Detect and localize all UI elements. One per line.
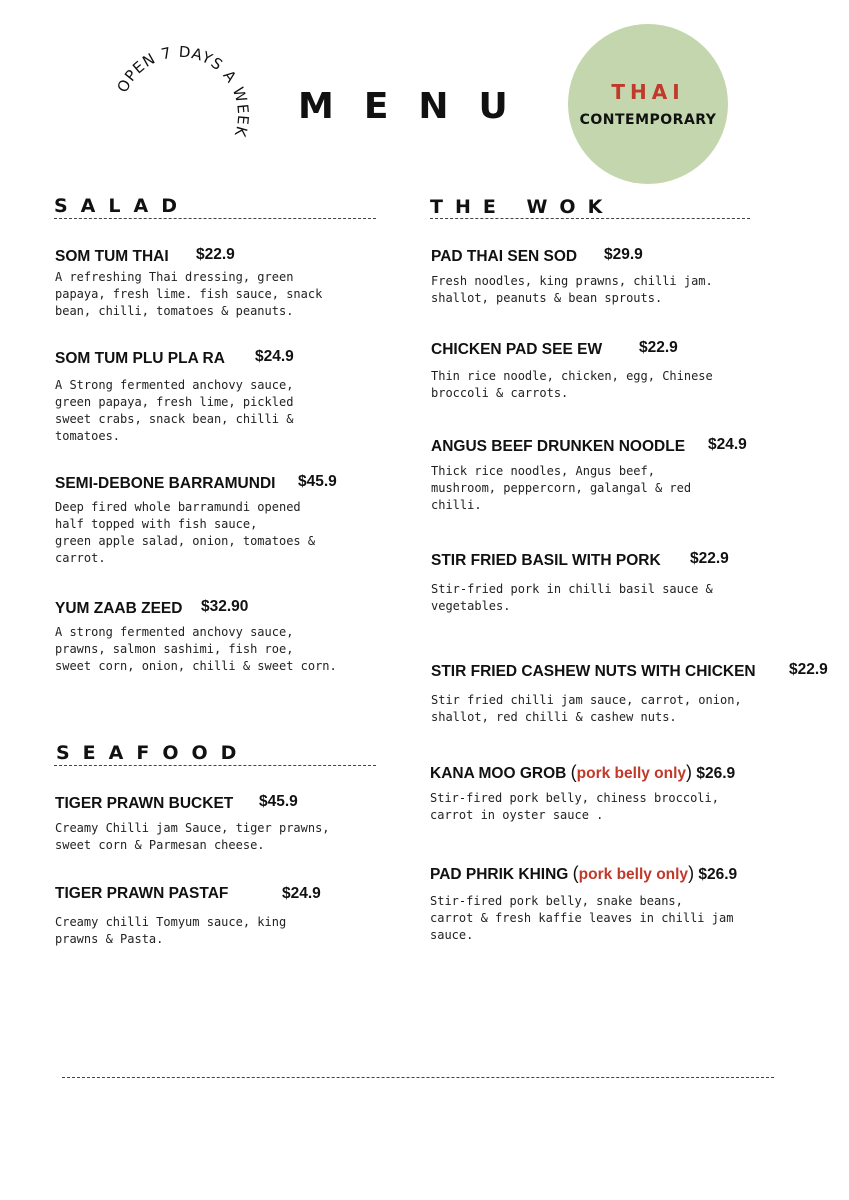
seafood-section-title: SEAFOOD bbox=[56, 742, 250, 764]
menu-item bbox=[55, 883, 425, 946]
salad-divider bbox=[54, 218, 376, 219]
item-name: TIGER PRAWN PASTAF bbox=[55, 885, 229, 902]
item-description: Stir-fried pork in chilli basil sauce & vegetables. bbox=[431, 582, 713, 613]
seafood-divider bbox=[54, 765, 376, 766]
item-description: Deep fired whole barramundi opened half topped with fish sauce, green apple salad, onion, tomatoes & carrot. bbox=[55, 500, 316, 565]
badge-thai-label: THAI bbox=[611, 80, 685, 104]
pork-belly-note: pork belly only bbox=[576, 765, 687, 782]
menu-item bbox=[430, 863, 835, 942]
footer-divider bbox=[62, 1077, 774, 1078]
item-price: $45.9 bbox=[259, 793, 298, 810]
item-price: $29.9 bbox=[604, 246, 643, 263]
item-price: $22.9 bbox=[639, 339, 678, 356]
item-name-text: KANA MOO GROB bbox=[430, 765, 567, 782]
seal-text: OPEN 7 DAYS A WEEK bbox=[113, 42, 253, 140]
item-name: SOM TUM THAI bbox=[55, 248, 169, 265]
wok-section-title: THE WOK bbox=[430, 196, 615, 218]
badge-contemporary-label: CONTEMPORARY bbox=[579, 112, 717, 128]
menu-item bbox=[430, 762, 835, 822]
item-name: KANA MOO GROB (pork belly only) $26.9 bbox=[430, 762, 736, 782]
item-price: $22.9 bbox=[690, 550, 729, 567]
salad-section-title: SALAD bbox=[54, 195, 190, 217]
item-name: SEMI-DEBONE BARRAMUNDI bbox=[55, 475, 276, 492]
item-price: $24.9 bbox=[708, 436, 747, 453]
item-name: PAD PHRIK KHING (pork belly only) $26.9 bbox=[430, 863, 738, 883]
menu-item bbox=[431, 339, 801, 400]
item-description: Thin rice noodle, chicken, egg, Chinese broccoli & carrots. bbox=[431, 369, 713, 400]
menu-item bbox=[55, 246, 425, 318]
item-name: YUM ZAAB ZEED bbox=[55, 600, 183, 617]
item-price: $26.9 bbox=[698, 866, 738, 883]
item-description: Stir-fired pork belly, snake beans, carrot & fresh kaffie leaves in chilli jam sauce. bbox=[430, 894, 734, 942]
menu-item bbox=[55, 793, 425, 852]
item-name: STIR FRIED BASIL WITH PORK bbox=[431, 552, 661, 569]
item-name-text: PAD PHRIK KHING bbox=[430, 866, 569, 883]
item-description: A Strong fermented anchovy sauce, green papaya, fresh lime, pickled sweet crabs, snack bean, chilli & tomatoes. bbox=[55, 378, 294, 443]
item-price: $22.9 bbox=[789, 661, 828, 678]
item-description: A refreshing Thai dressing, green papaya, fresh lime. fish sauce, snack bean, chilli, tomatoes & peanuts. bbox=[55, 270, 323, 318]
item-price: $32.90 bbox=[201, 598, 249, 615]
pork-belly-note: pork belly only bbox=[578, 866, 689, 883]
item-description: Stir-fired pork belly, chiness broccoli, carrot in oyster sauce . bbox=[430, 791, 719, 822]
menu-item bbox=[431, 550, 801, 613]
item-price: $45.9 bbox=[298, 473, 337, 490]
item-price: $26.9 bbox=[696, 765, 736, 782]
menu-item bbox=[55, 473, 425, 565]
wok-divider bbox=[430, 218, 750, 219]
item-description: Stir fried chilli jam sauce, carrot, onion, shallot, red chilli & cashew nuts. bbox=[431, 693, 742, 724]
item-name: CHICKEN PAD SEE EW bbox=[431, 341, 603, 358]
item-name: PAD THAI SEN SOD bbox=[431, 248, 578, 265]
item-description: Thick rice noodles, Angus beef, mushroom, peppercorn, galangal & red chilli. bbox=[431, 464, 692, 512]
item-price: $24.9 bbox=[255, 348, 294, 365]
open-7-days-seal bbox=[95, 30, 265, 200]
menu-item bbox=[55, 348, 425, 443]
item-name: ANGUS BEEF DRUNKEN NOODLE bbox=[431, 438, 686, 455]
item-price: $22.9 bbox=[196, 246, 235, 263]
item-name: TIGER PRAWN BUCKET bbox=[55, 795, 234, 812]
item-name: STIR FRIED CASHEW NUTS WITH CHICKEN bbox=[431, 663, 756, 680]
menu-item bbox=[431, 246, 801, 305]
item-description: Creamy Chilli jam Sauce, tiger prawns, sweet corn & Parmesan cheese. bbox=[55, 821, 330, 852]
item-description: A strong fermented anchovy sauce, prawns, salmon sashimi, fish roe, sweet corn, onion, chilli & sweet corn. bbox=[55, 625, 337, 673]
item-description: Fresh noodles, king prawns, chilli jam. shallot, peanuts & bean sprouts. bbox=[431, 274, 713, 305]
item-description: Creamy chilli Tomyum sauce, king prawns & Pasta. bbox=[55, 915, 287, 946]
item-name: SOM TUM PLU PLA RA bbox=[55, 350, 225, 367]
menu-item bbox=[431, 661, 836, 724]
menu-item bbox=[55, 598, 425, 673]
menu-item bbox=[431, 436, 801, 512]
item-price: $24.9 bbox=[282, 885, 321, 902]
menu-title: MENU bbox=[298, 86, 538, 127]
thai-contemporary-badge bbox=[568, 24, 728, 184]
